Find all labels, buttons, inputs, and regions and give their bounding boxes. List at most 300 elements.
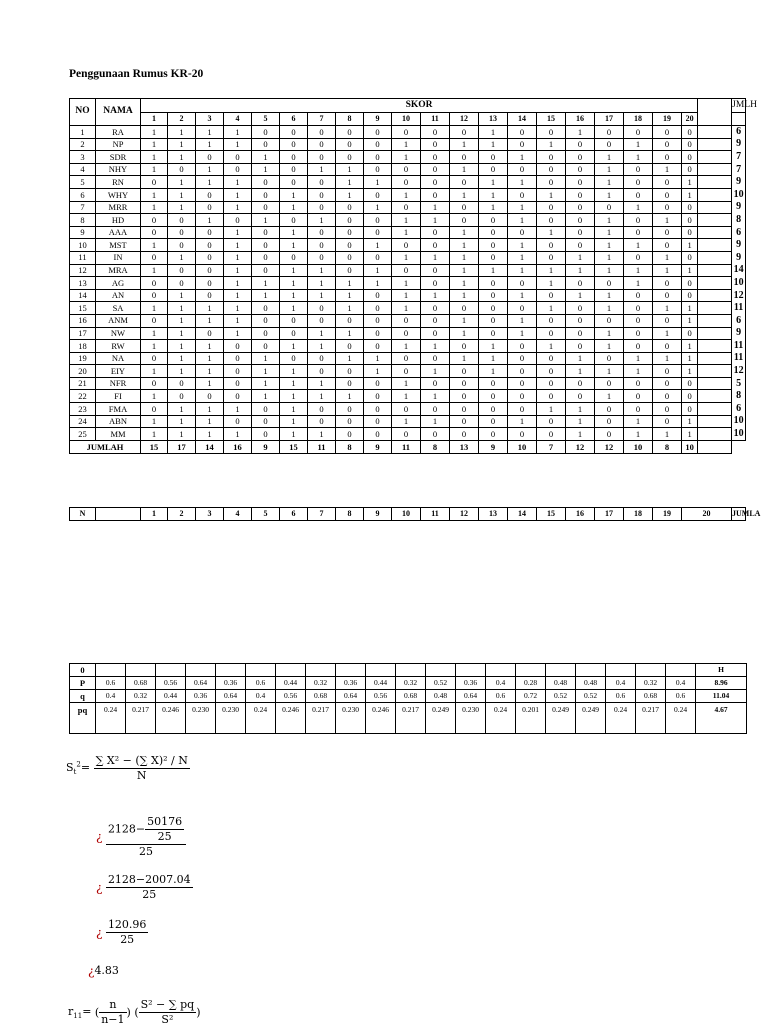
- column-sum: 12: [566, 440, 595, 453]
- score-cell: 0: [252, 188, 280, 201]
- column-sum: 9: [479, 440, 508, 453]
- row-number: 6: [70, 188, 96, 201]
- spacer-cell: [698, 239, 732, 252]
- score-cell: 1: [224, 251, 252, 264]
- score-cell: 1: [308, 277, 336, 290]
- score-cell: 0: [537, 251, 566, 264]
- score-cell: 0: [141, 289, 168, 302]
- score-cell: 0: [537, 214, 566, 227]
- score-cell: 0: [224, 352, 252, 365]
- score-cell: 0: [450, 126, 479, 139]
- item-number-header: 1: [141, 113, 168, 126]
- score-cell: 0: [252, 302, 280, 315]
- table-row: [70, 163, 746, 176]
- score-cell: 1: [280, 403, 308, 416]
- score-cell: 0: [392, 352, 421, 365]
- score-cell: 0: [682, 138, 698, 151]
- score-cell: 1: [141, 340, 168, 353]
- score-cell: 0: [479, 289, 508, 302]
- table-row: [70, 138, 746, 151]
- stats-cell: 0.217: [636, 703, 666, 734]
- row-total: 9: [732, 239, 746, 252]
- score-cell: 0: [653, 126, 682, 139]
- score-cell: 0: [624, 251, 653, 264]
- score-cell: 0: [537, 239, 566, 252]
- student-name: RA: [96, 126, 141, 139]
- score-cell: 0: [653, 365, 682, 378]
- score-cell: 0: [508, 226, 537, 239]
- stats-cell: [366, 664, 396, 677]
- score-cell: 0: [537, 163, 566, 176]
- score-cell: 0: [682, 377, 698, 390]
- item-number-header: 14: [508, 113, 537, 126]
- score-cell: 1: [450, 226, 479, 239]
- row-total: 10: [733, 415, 744, 427]
- score-cell: 1: [392, 138, 421, 151]
- score-cell: 0: [364, 327, 392, 340]
- score-cell: 1: [364, 264, 392, 277]
- spacer-cell: [698, 201, 732, 214]
- stats-cell: 0.68: [636, 690, 666, 703]
- score-cell: 0: [450, 390, 479, 403]
- score-cell: 0: [280, 138, 308, 151]
- score-cell: 1: [450, 239, 479, 252]
- stats-cell: 0.36: [216, 677, 246, 690]
- item-number-header: 13: [479, 113, 508, 126]
- stats-cell: 0.64: [216, 690, 246, 703]
- stats-cell: [96, 664, 126, 677]
- score-cell: 0: [624, 188, 653, 201]
- score-cell: 1: [566, 352, 595, 365]
- score-cell: 1: [168, 403, 196, 416]
- score-cell: 1: [653, 264, 682, 277]
- item-number-header: 16: [566, 113, 595, 126]
- score-cell: 0: [508, 390, 537, 403]
- score-cell: 0: [364, 302, 392, 315]
- score-cell: 1: [252, 163, 280, 176]
- n-value: 9: [364, 508, 392, 521]
- stats-cell: [456, 664, 486, 677]
- score-cell: 0: [537, 314, 566, 327]
- student-name: RN: [96, 176, 141, 189]
- stats-row-label: P: [70, 677, 96, 690]
- score-cell: 0: [392, 239, 421, 252]
- header-spacer: [732, 113, 746, 126]
- row-total: 7: [732, 151, 746, 164]
- score-cell: 0: [624, 126, 653, 139]
- stats-cell: 0.24: [606, 703, 636, 734]
- table-row: [70, 365, 746, 378]
- row-total: 8: [732, 390, 746, 403]
- score-cell: 1: [196, 163, 224, 176]
- table-row: [70, 188, 746, 201]
- column-sum: 12: [595, 440, 624, 453]
- score-cell: 1: [508, 151, 537, 164]
- score-cell: 0: [682, 390, 698, 403]
- score-cell: 1: [196, 126, 224, 139]
- score-cell: 1: [308, 327, 336, 340]
- score-cell: 0: [479, 403, 508, 416]
- score-cell: 1: [479, 138, 508, 151]
- score-cell: 1: [450, 289, 479, 302]
- stats-cell: [636, 664, 666, 677]
- stats-cell: 0.64: [456, 690, 486, 703]
- score-cell: 0: [595, 415, 624, 428]
- score-cell: 0: [308, 415, 336, 428]
- score-cell: 0: [252, 138, 280, 151]
- n-value: 17: [595, 508, 624, 521]
- score-cell: 1: [168, 340, 196, 353]
- table-row: [70, 277, 746, 290]
- score-cell: 0: [392, 163, 421, 176]
- score-cell: 0: [479, 390, 508, 403]
- score-cell: 0: [364, 340, 392, 353]
- n-value: 3: [196, 508, 224, 521]
- score-cell: 0: [392, 264, 421, 277]
- score-cell: 0: [280, 126, 308, 139]
- score-cell: 0: [653, 314, 682, 327]
- score-cell: 0: [364, 289, 392, 302]
- stats-cell: 0.249: [576, 703, 606, 734]
- score-cell: 0: [566, 151, 595, 164]
- table-row: [70, 377, 746, 390]
- score-cell: 0: [479, 327, 508, 340]
- student-name: EIY: [96, 365, 141, 378]
- stats-cell: 0.32: [306, 677, 336, 690]
- row-number: 16: [70, 314, 96, 327]
- score-cell: 0: [308, 239, 336, 252]
- score-cell: 0: [566, 314, 595, 327]
- score-cell: 0: [624, 163, 653, 176]
- score-cell: 1: [508, 214, 537, 227]
- stats-cell: 0.64: [186, 677, 216, 690]
- score-cell: 0: [364, 226, 392, 239]
- stats-cell: [156, 664, 186, 677]
- score-cell: 1: [479, 352, 508, 365]
- row-total: 9: [732, 201, 746, 214]
- stats-cell: 0.48: [426, 690, 456, 703]
- score-cell: 0: [364, 188, 392, 201]
- row-total: 10: [733, 276, 744, 288]
- score-cell: 0: [168, 226, 196, 239]
- score-cell: 0: [168, 277, 196, 290]
- student-name: ABN: [96, 415, 141, 428]
- score-cell: 0: [196, 264, 224, 277]
- score-cell: 1: [168, 352, 196, 365]
- item-number-header: 7: [308, 113, 336, 126]
- score-cell: 0: [336, 403, 364, 416]
- score-cell: 1: [141, 302, 168, 315]
- score-cell: 0: [252, 340, 280, 353]
- score-cell: 0: [196, 188, 224, 201]
- score-cell: 0: [364, 314, 392, 327]
- student-name: HD: [96, 214, 141, 227]
- score-cell: 1: [653, 163, 682, 176]
- row-total: 14: [733, 264, 744, 276]
- score-cell: 1: [682, 176, 698, 189]
- stats-cell: 0.4: [96, 690, 126, 703]
- score-cell: 1: [653, 428, 682, 441]
- score-cell: 0: [364, 390, 392, 403]
- score-cell: 0: [653, 277, 682, 290]
- score-cell: 1: [336, 289, 364, 302]
- score-cell: 1: [566, 415, 595, 428]
- column-sum: 9: [252, 440, 280, 453]
- score-cell: 0: [653, 176, 682, 189]
- score-cell: 0: [168, 239, 196, 252]
- score-cell: 0: [450, 365, 479, 378]
- score-cell: 1: [508, 239, 537, 252]
- stats-cell: 0.230: [216, 703, 246, 734]
- score-cell: 0: [595, 138, 624, 151]
- score-cell: 0: [364, 377, 392, 390]
- score-cell: 1: [624, 151, 653, 164]
- score-cell: 0: [196, 251, 224, 264]
- stats-row-label: q: [70, 690, 96, 703]
- score-cell: 0: [624, 214, 653, 227]
- score-cell: 1: [280, 415, 308, 428]
- score-cell: 1: [595, 151, 624, 164]
- score-cell: 1: [682, 302, 698, 315]
- score-cell: 1: [224, 403, 252, 416]
- score-cell: 1: [421, 201, 450, 214]
- score-cell: 0: [653, 390, 682, 403]
- item-number-header: 9: [364, 113, 392, 126]
- score-cell: 1: [280, 277, 308, 290]
- stats-cell: 0.24: [96, 703, 126, 734]
- stats-cell: 0.6: [246, 677, 276, 690]
- score-cell: 1: [595, 251, 624, 264]
- score-cell: 0: [653, 415, 682, 428]
- score-cell: 0: [421, 188, 450, 201]
- header-jmlh: JMLH: [732, 99, 746, 113]
- column-sum: 17: [168, 440, 196, 453]
- stats-cell: 0.52: [426, 677, 456, 690]
- score-cell: 0: [653, 138, 682, 151]
- stats-cell: 0.217: [396, 703, 426, 734]
- score-cell: 1: [537, 264, 566, 277]
- score-cell: 1: [336, 277, 364, 290]
- stats-cell: [516, 664, 546, 677]
- score-cell: 1: [224, 176, 252, 189]
- stats-cell: 0.48: [576, 677, 606, 690]
- table-row: [70, 151, 746, 164]
- student-name: IN: [96, 251, 141, 264]
- score-cell: 0: [252, 314, 280, 327]
- spacer-cell: [96, 508, 141, 521]
- score-cell: 0: [682, 151, 698, 164]
- score-cell: 0: [421, 302, 450, 315]
- score-cell: 0: [280, 327, 308, 340]
- score-cell: 1: [224, 188, 252, 201]
- score-cell: 1: [141, 163, 168, 176]
- variance-step-1: ¿ 2128− $\frac{50176}{25}$ 25: [96, 815, 186, 858]
- score-cell: 0: [682, 214, 698, 227]
- row-number: 25: [70, 428, 96, 441]
- score-cell: 1: [392, 377, 421, 390]
- column-sum: 10: [624, 440, 653, 453]
- stats-row: [70, 690, 747, 703]
- score-cell: 1: [566, 403, 595, 416]
- score-cell: 0: [336, 151, 364, 164]
- score-cell: 0: [308, 226, 336, 239]
- stats-cell: 0.4: [606, 677, 636, 690]
- score-cell: 0: [566, 176, 595, 189]
- item-number-header: 5: [252, 113, 280, 126]
- variance-result: ¿4.83: [88, 964, 119, 978]
- row-number: 3: [70, 151, 96, 164]
- row-number: 17: [70, 327, 96, 340]
- score-cell: 1: [682, 428, 698, 441]
- n-value: 4: [224, 508, 252, 521]
- score-cell: 0: [364, 214, 392, 227]
- student-name: WHY: [96, 188, 141, 201]
- spacer-cell: [698, 251, 732, 264]
- score-cell: 0: [508, 352, 537, 365]
- score-cell: 1: [508, 251, 537, 264]
- stats-cell: [396, 664, 426, 677]
- score-cell: 0: [450, 201, 479, 214]
- n-value: 16: [566, 508, 595, 521]
- score-cell: 1: [252, 377, 280, 390]
- stats-cell: [546, 664, 576, 677]
- score-cell: 0: [224, 365, 252, 378]
- score-cell: 0: [421, 163, 450, 176]
- score-cell: 0: [252, 403, 280, 416]
- stats-cell: 0.32: [396, 677, 426, 690]
- score-cell: 1: [450, 327, 479, 340]
- stats-cell: [216, 664, 246, 677]
- student-name: AG: [96, 277, 141, 290]
- item-number-header: 6: [280, 113, 308, 126]
- score-cell: 0: [595, 403, 624, 416]
- header-skor: SKOR: [141, 99, 698, 113]
- score-cell: 0: [141, 377, 168, 390]
- score-cell: 0: [168, 377, 196, 390]
- score-cell: 1: [508, 176, 537, 189]
- score-cell: 1: [141, 126, 168, 139]
- score-cell: 0: [252, 239, 280, 252]
- variance-formula: [66, 754, 190, 783]
- score-cell: 1: [224, 138, 252, 151]
- score-cell: 1: [168, 365, 196, 378]
- stats-cell: [126, 664, 156, 677]
- score-cell: 0: [566, 340, 595, 353]
- n-end-label: JUMLA: [732, 508, 746, 521]
- spacer-cell: [698, 214, 732, 227]
- stats-cell: 0.68: [396, 690, 426, 703]
- stats-cell: 0.24: [246, 703, 276, 734]
- score-cell: 0: [624, 403, 653, 416]
- column-sum: 11: [392, 440, 421, 453]
- score-cell: 0: [682, 201, 698, 214]
- score-cell: 0: [421, 264, 450, 277]
- n-value: 19: [653, 508, 682, 521]
- score-cell: 1: [168, 201, 196, 214]
- column-sum: 7: [537, 440, 566, 453]
- score-cell: 1: [595, 289, 624, 302]
- score-cell: 0: [421, 327, 450, 340]
- score-cell: 0: [308, 151, 336, 164]
- score-cell: 1: [595, 264, 624, 277]
- score-cell: 0: [280, 163, 308, 176]
- score-cell: 0: [308, 138, 336, 151]
- score-cell: 0: [537, 352, 566, 365]
- row-total: 9: [732, 138, 746, 151]
- row-number: 12: [70, 264, 96, 277]
- stats-cell: 0.249: [546, 703, 576, 734]
- score-cell: 0: [450, 415, 479, 428]
- score-cell: 0: [653, 239, 682, 252]
- score-cell: 0: [364, 251, 392, 264]
- score-cell: 1: [508, 201, 537, 214]
- score-cell: 0: [141, 214, 168, 227]
- row-total: 11: [732, 352, 746, 365]
- score-cell: 0: [421, 314, 450, 327]
- row-number: 13: [70, 277, 96, 290]
- stats-cell: 0.36: [456, 677, 486, 690]
- score-cell: 1: [280, 226, 308, 239]
- score-cell: 0: [308, 302, 336, 315]
- stats-cell: 0.249: [426, 703, 456, 734]
- score-cell: 1: [168, 151, 196, 164]
- score-cell: 0: [508, 188, 537, 201]
- row-total: 6: [732, 226, 746, 239]
- stats-total: 11.04: [696, 690, 747, 703]
- score-cell: 1: [450, 138, 479, 151]
- stats-cell: 0.32: [126, 690, 156, 703]
- score-cell: 1: [450, 314, 479, 327]
- n-value: 10: [392, 508, 421, 521]
- score-cell: 1: [508, 327, 537, 340]
- score-cell: 1: [479, 126, 508, 139]
- score-cell: 0: [421, 277, 450, 290]
- score-cell: 1: [566, 428, 595, 441]
- score-cell: 0: [280, 214, 308, 227]
- n-value: 6: [280, 508, 308, 521]
- n-value: 2: [168, 508, 196, 521]
- table-row: [70, 340, 746, 353]
- score-cell: 0: [421, 226, 450, 239]
- student-name: FI: [96, 390, 141, 403]
- row-total: 12: [733, 289, 744, 301]
- item-number-header: 19: [653, 113, 682, 126]
- stats-cell: 0.72: [516, 690, 546, 703]
- score-cell: 1: [336, 188, 364, 201]
- score-cell: 1: [479, 365, 508, 378]
- score-cell: 0: [336, 239, 364, 252]
- table-row: [70, 264, 746, 277]
- score-cell: 1: [336, 163, 364, 176]
- score-cell: 0: [224, 163, 252, 176]
- stats-cell: 0.44: [156, 690, 186, 703]
- score-cell: 1: [224, 289, 252, 302]
- score-cell: 0: [479, 314, 508, 327]
- row-total: 9: [732, 176, 746, 189]
- score-cell: 1: [682, 352, 698, 365]
- stats-h-label: H: [696, 664, 747, 677]
- score-cell: 0: [682, 277, 698, 290]
- score-cell: 1: [566, 289, 595, 302]
- table-row: [70, 403, 746, 416]
- score-cell: 0: [252, 327, 280, 340]
- score-cell: 0: [479, 214, 508, 227]
- score-cell: 1: [168, 327, 196, 340]
- row-number: 24: [70, 415, 96, 428]
- score-cell: 1: [364, 277, 392, 290]
- score-cell: 0: [624, 340, 653, 353]
- score-cell: 1: [595, 214, 624, 227]
